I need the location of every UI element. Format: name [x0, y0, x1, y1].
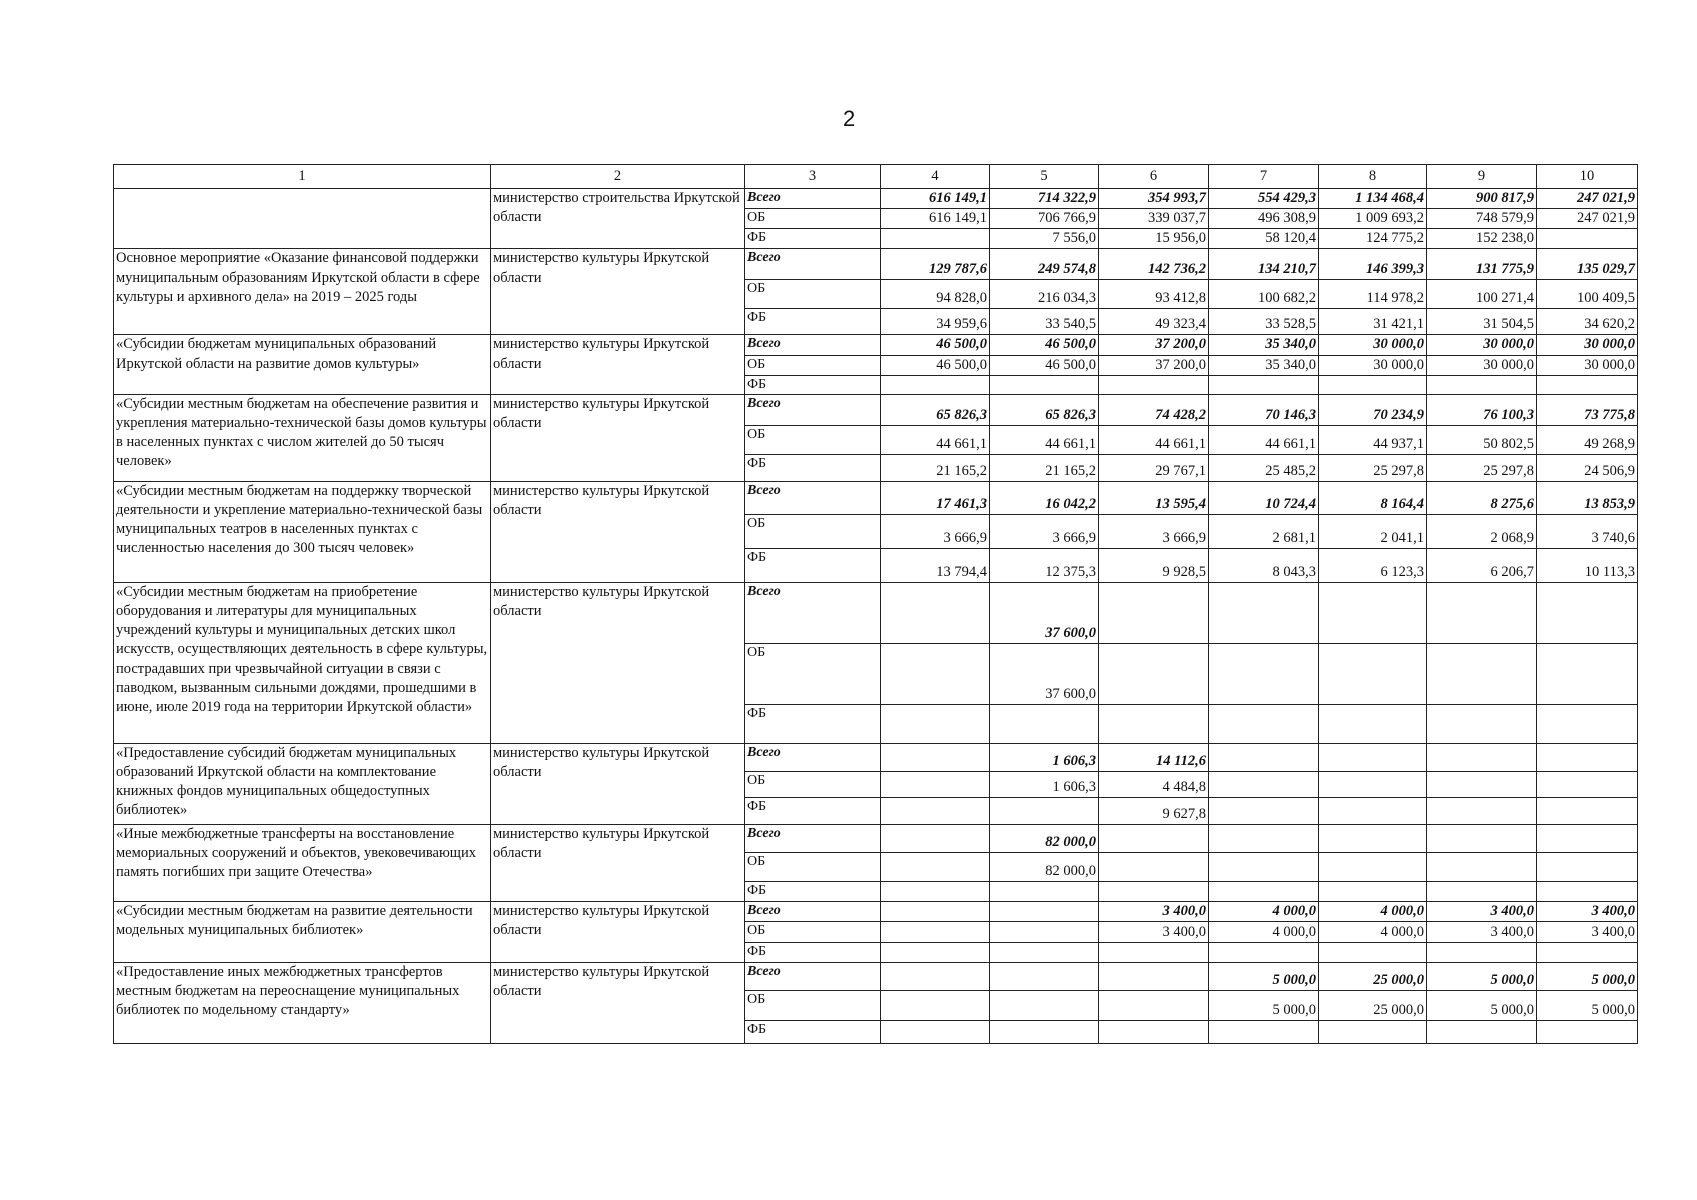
amount-cell	[881, 853, 990, 882]
amount-cell: 4 484,8	[1099, 772, 1209, 798]
amount-cell: 5 000,0	[1537, 991, 1638, 1021]
funding-source-cell: ФБ	[745, 455, 881, 482]
amount-cell: 247 021,9	[1537, 209, 1638, 229]
funding-source-cell: Всего	[745, 825, 881, 853]
amount-cell	[1319, 943, 1427, 963]
amount-cell: 339 037,7	[1099, 209, 1209, 229]
amount-cell: 247 021,9	[1537, 189, 1638, 209]
amount-cell	[1537, 644, 1638, 705]
responsible-executor-cell: министерство строительства Иркутской области	[491, 189, 745, 249]
column-header: 10	[1537, 165, 1638, 189]
measure-name-cell: «Иные межбюджетные трансферты на восстановление мемориальных сооружений и объектов, увековечивающих память погибших при защите Отечества»	[114, 825, 491, 902]
funding-source-cell: ОБ	[745, 515, 881, 549]
table-row	[114, 189, 1638, 209]
amount-cell: 94 828,0	[881, 280, 990, 309]
funding-source-cell: ФБ	[745, 1021, 881, 1044]
amount-cell	[881, 991, 990, 1021]
amount-cell: 33 540,5	[990, 309, 1099, 335]
funding-source-cell: ОБ	[745, 644, 881, 705]
amount-cell: 131 775,9	[1427, 249, 1537, 280]
amount-cell	[1427, 744, 1537, 772]
amount-cell	[1537, 229, 1638, 249]
amount-cell	[1099, 825, 1209, 853]
amount-cell	[881, 902, 990, 922]
amount-cell: 13 794,4	[881, 549, 990, 583]
funding-source-cell: Всего	[745, 902, 881, 922]
amount-cell: 3 400,0	[1537, 922, 1638, 943]
amount-cell	[1427, 882, 1537, 902]
amount-cell	[881, 963, 990, 991]
amount-cell	[1427, 825, 1537, 853]
funding-source-cell: ФБ	[745, 882, 881, 902]
amount-cell: 21 165,2	[990, 455, 1099, 482]
amount-cell: 4 000,0	[1209, 902, 1319, 922]
amount-cell	[881, 705, 990, 744]
amount-cell: 6 206,7	[1427, 549, 1537, 583]
amount-cell: 37 600,0	[990, 583, 1099, 644]
measure-name-cell	[114, 189, 491, 249]
table-row	[114, 335, 1638, 355]
amount-cell	[1537, 744, 1638, 772]
amount-cell: 10 113,3	[1537, 549, 1638, 583]
amount-cell	[1537, 798, 1638, 825]
amount-cell	[881, 375, 990, 394]
amount-cell: 33 528,5	[1209, 309, 1319, 335]
amount-cell: 35 340,0	[1209, 355, 1319, 375]
amount-cell	[881, 772, 990, 798]
amount-cell	[1427, 644, 1537, 705]
responsible-executor-cell: министерство культуры Иркутской области	[491, 825, 745, 902]
amount-cell: 30 000,0	[1537, 355, 1638, 375]
funding-source-cell: ОБ	[745, 209, 881, 229]
amount-cell	[881, 744, 990, 772]
amount-cell	[990, 963, 1099, 991]
amount-cell	[1209, 798, 1319, 825]
amount-cell: 114 978,2	[1319, 280, 1427, 309]
amount-cell: 249 574,8	[990, 249, 1099, 280]
responsible-executor-cell: министерство культуры Иркутской области	[491, 249, 745, 335]
column-header: 4	[881, 165, 990, 189]
funding-source-cell: Всего	[745, 395, 881, 426]
amount-cell	[1209, 1021, 1319, 1044]
amount-cell: 2 068,9	[1427, 515, 1537, 549]
amount-cell: 1 606,3	[990, 772, 1099, 798]
amount-cell: 16 042,2	[990, 482, 1099, 515]
amount-cell: 49 268,9	[1537, 426, 1638, 455]
amount-cell	[1099, 853, 1209, 882]
column-header: 7	[1209, 165, 1319, 189]
amount-cell: 76 100,3	[1427, 395, 1537, 426]
measure-name-cell: «Субсидии бюджетам муниципальных образований Иркутской области на развитие домов культуры»	[114, 335, 491, 395]
amount-cell: 13 595,4	[1099, 482, 1209, 515]
amount-cell: 44 661,1	[881, 426, 990, 455]
amount-cell	[1537, 882, 1638, 902]
amount-cell	[1319, 583, 1427, 644]
amount-cell: 25 297,8	[1427, 455, 1537, 482]
amount-cell: 17 461,3	[881, 482, 990, 515]
amount-cell: 100 682,2	[1209, 280, 1319, 309]
amount-cell	[1537, 772, 1638, 798]
amount-cell	[1319, 853, 1427, 882]
amount-cell: 37 200,0	[1099, 355, 1209, 375]
table-row	[114, 744, 1638, 772]
amount-cell	[1319, 772, 1427, 798]
amount-cell	[881, 798, 990, 825]
funding-source-cell: ОБ	[745, 772, 881, 798]
amount-cell	[1537, 375, 1638, 394]
amount-cell: 900 817,9	[1427, 189, 1537, 209]
funding-source-cell: ОБ	[745, 991, 881, 1021]
amount-cell: 8 043,3	[1209, 549, 1319, 583]
amount-cell: 714 322,9	[990, 189, 1099, 209]
amount-cell	[1209, 853, 1319, 882]
amount-cell: 25 297,8	[1319, 455, 1427, 482]
column-header: 6	[1099, 165, 1209, 189]
amount-cell: 3 400,0	[1537, 902, 1638, 922]
amount-cell	[1319, 798, 1427, 825]
amount-cell: 49 323,4	[1099, 309, 1209, 335]
amount-cell: 50 802,5	[1427, 426, 1537, 455]
amount-cell	[1099, 943, 1209, 963]
amount-cell: 82 000,0	[990, 825, 1099, 853]
amount-cell: 354 993,7	[1099, 189, 1209, 209]
amount-cell	[1427, 772, 1537, 798]
measure-name-cell: «Субсидии местным бюджетам на развитие деятельности модельных муниципальных библиотек»	[114, 902, 491, 963]
amount-cell	[1209, 943, 1319, 963]
amount-cell	[990, 705, 1099, 744]
amount-cell	[1209, 772, 1319, 798]
funding-source-cell: Всего	[745, 482, 881, 515]
amount-cell	[1099, 963, 1209, 991]
amount-cell	[881, 882, 990, 902]
table-row	[114, 249, 1638, 280]
amount-cell: 37 200,0	[1099, 335, 1209, 355]
table-row	[114, 902, 1638, 922]
funding-source-cell: Всего	[745, 963, 881, 991]
amount-cell	[881, 229, 990, 249]
amount-cell: 65 826,3	[990, 395, 1099, 426]
amount-cell	[990, 375, 1099, 394]
amount-cell: 74 428,2	[1099, 395, 1209, 426]
amount-cell: 44 661,1	[990, 426, 1099, 455]
amount-cell: 15 956,0	[1099, 229, 1209, 249]
amount-cell: 7 556,0	[990, 229, 1099, 249]
amount-cell	[1099, 882, 1209, 902]
amount-cell: 5 000,0	[1427, 963, 1537, 991]
measure-name-cell: «Субсидии местным бюджетам на приобретение оборудования и литературы для муниципальных учреждений культуры и муниципальных детских школ искусств, осуществляющих деятельность в сфере культуры, пострадавших при чрезвычайной ситуации в связи с паводком, вызванным сильными дождями, прошедшими в июне, июле 2019 года на территории Иркутской области»	[114, 583, 491, 744]
amount-cell	[1427, 943, 1537, 963]
funding-source-cell: Всего	[745, 189, 881, 209]
amount-cell: 8 164,4	[1319, 482, 1427, 515]
amount-cell: 25 000,0	[1319, 963, 1427, 991]
column-header: 1	[114, 165, 491, 189]
responsible-executor-cell: министерство культуры Иркутской области	[491, 395, 745, 482]
responsible-executor-cell: министерство культуры Иркутской области	[491, 963, 745, 1044]
amount-cell	[1537, 853, 1638, 882]
amount-cell: 100 271,4	[1427, 280, 1537, 309]
amount-cell: 93 412,8	[1099, 280, 1209, 309]
measure-name-cell: «Субсидии местным бюджетам на обеспечение развития и укрепления материально-технической базы домов культуры в населенных пунктах с числом жителей до 50 тысяч человек»	[114, 395, 491, 482]
amount-cell: 1 009 693,2	[1319, 209, 1427, 229]
amount-cell: 46 500,0	[990, 355, 1099, 375]
amount-cell: 3 666,9	[990, 515, 1099, 549]
amount-cell: 3 400,0	[1427, 902, 1537, 922]
amount-cell	[990, 902, 1099, 922]
page-number: 2	[843, 106, 856, 131]
amount-cell: 1 606,3	[990, 744, 1099, 772]
amount-cell: 58 120,4	[1209, 229, 1319, 249]
amount-cell	[1427, 375, 1537, 394]
amount-cell: 44 937,1	[1319, 426, 1427, 455]
amount-cell	[1427, 798, 1537, 825]
amount-cell: 25 000,0	[1319, 991, 1427, 1021]
amount-cell: 21 165,2	[881, 455, 990, 482]
amount-cell	[1427, 705, 1537, 744]
amount-cell: 4 000,0	[1209, 922, 1319, 943]
table-row	[114, 395, 1638, 426]
amount-cell	[1209, 705, 1319, 744]
funding-source-cell: ФБ	[745, 705, 881, 744]
funding-source-cell: Всего	[745, 335, 881, 355]
funding-source-cell: ОБ	[745, 280, 881, 309]
amount-cell: 3 400,0	[1099, 922, 1209, 943]
funding-source-cell: ФБ	[745, 549, 881, 583]
amount-cell: 496 308,9	[1209, 209, 1319, 229]
amount-cell	[990, 882, 1099, 902]
amount-cell: 4 000,0	[1319, 922, 1427, 943]
amount-cell	[1319, 744, 1427, 772]
amount-cell	[1537, 825, 1638, 853]
amount-cell: 135 029,7	[1537, 249, 1638, 280]
responsible-executor-cell: министерство культуры Иркутской области	[491, 902, 745, 963]
amount-cell	[1209, 825, 1319, 853]
amount-cell: 37 600,0	[990, 644, 1099, 705]
amount-cell	[990, 1021, 1099, 1044]
amount-cell: 5 000,0	[1427, 991, 1537, 1021]
amount-cell	[1099, 583, 1209, 644]
amount-cell	[1537, 1021, 1638, 1044]
amount-cell: 30 000,0	[1427, 355, 1537, 375]
amount-cell: 30 000,0	[1537, 335, 1638, 355]
amount-cell	[881, 825, 990, 853]
amount-cell	[1099, 375, 1209, 394]
amount-cell: 124 775,2	[1319, 229, 1427, 249]
measure-name-cell: «Предоставление иных межбюджетных трансфертов местным бюджетам на переоснащение муниципальных библиотек по модельному стандарту»	[114, 963, 491, 1044]
table-row	[114, 583, 1638, 644]
amount-cell: 129 787,6	[881, 249, 990, 280]
funding-source-cell: Всего	[745, 249, 881, 280]
responsible-executor-cell: министерство культуры Иркутской области	[491, 583, 745, 744]
amount-cell	[1427, 853, 1537, 882]
amount-cell	[1099, 1021, 1209, 1044]
amount-cell: 9 928,5	[1099, 549, 1209, 583]
amount-cell	[881, 922, 990, 943]
amount-cell: 146 399,3	[1319, 249, 1427, 280]
funding-source-cell: Всего	[745, 583, 881, 644]
amount-cell: 30 000,0	[1319, 335, 1427, 355]
table-header-row	[114, 165, 1638, 189]
budget-table	[113, 164, 1638, 1044]
amount-cell	[1099, 991, 1209, 1021]
amount-cell: 5 000,0	[1537, 963, 1638, 991]
table-row	[114, 825, 1638, 853]
amount-cell: 30 000,0	[1427, 335, 1537, 355]
amount-cell	[881, 583, 990, 644]
amount-cell	[1427, 1021, 1537, 1044]
amount-cell	[1099, 705, 1209, 744]
column-header: 2	[491, 165, 745, 189]
amount-cell: 2 041,1	[1319, 515, 1427, 549]
amount-cell: 13 853,9	[1537, 482, 1638, 515]
amount-cell	[1209, 744, 1319, 772]
amount-cell	[990, 798, 1099, 825]
measure-name-cell: «Предоставление субсидий бюджетам муниципальных образований Иркутской области на комплектование книжных фондов муниципальных общедоступных библиотек»	[114, 744, 491, 825]
amount-cell: 25 485,2	[1209, 455, 1319, 482]
amount-cell: 24 506,9	[1537, 455, 1638, 482]
amount-cell: 100 409,5	[1537, 280, 1638, 309]
amount-cell: 65 826,3	[881, 395, 990, 426]
measure-name-cell: Основное мероприятие «Оказание финансовой поддержки муниципальным образованиям Иркутской области в сфере культуры и архивного дела» на 2019 – 2025 годы	[114, 249, 491, 335]
amount-cell: 3 400,0	[1427, 922, 1537, 943]
amount-cell: 142 736,2	[1099, 249, 1209, 280]
responsible-executor-cell: министерство культуры Иркутской области	[491, 482, 745, 583]
amount-cell: 3 740,6	[1537, 515, 1638, 549]
column-header: 8	[1319, 165, 1427, 189]
responsible-executor-cell: министерство культуры Иркутской области	[491, 335, 745, 395]
funding-source-cell: ФБ	[745, 375, 881, 394]
funding-source-cell: ФБ	[745, 943, 881, 963]
amount-cell	[881, 644, 990, 705]
responsible-executor-cell: министерство культуры Иркутской области	[491, 744, 745, 825]
amount-cell	[1427, 583, 1537, 644]
amount-cell: 46 500,0	[990, 335, 1099, 355]
amount-cell	[1319, 644, 1427, 705]
amount-cell: 706 766,9	[990, 209, 1099, 229]
amount-cell: 9 627,8	[1099, 798, 1209, 825]
column-header: 3	[745, 165, 881, 189]
amount-cell: 2 681,1	[1209, 515, 1319, 549]
funding-source-cell: ФБ	[745, 798, 881, 825]
amount-cell: 5 000,0	[1209, 991, 1319, 1021]
amount-cell: 44 661,1	[1209, 426, 1319, 455]
amount-cell	[1099, 644, 1209, 705]
amount-cell: 29 767,1	[1099, 455, 1209, 482]
amount-cell: 3 400,0	[1099, 902, 1209, 922]
amount-cell: 34 959,6	[881, 309, 990, 335]
amount-cell	[990, 991, 1099, 1021]
amount-cell: 616 149,1	[881, 189, 990, 209]
amount-cell: 748 579,9	[1427, 209, 1537, 229]
column-header: 5	[990, 165, 1099, 189]
amount-cell	[1319, 375, 1427, 394]
amount-cell: 70 234,9	[1319, 395, 1427, 426]
amount-cell: 31 504,5	[1427, 309, 1537, 335]
amount-cell: 6 123,3	[1319, 549, 1427, 583]
amount-cell	[1537, 705, 1638, 744]
amount-cell	[1537, 583, 1638, 644]
funding-source-cell: ОБ	[745, 853, 881, 882]
amount-cell: 31 421,1	[1319, 309, 1427, 335]
amount-cell: 4 000,0	[1319, 902, 1427, 922]
amount-cell: 35 340,0	[1209, 335, 1319, 355]
amount-cell: 46 500,0	[881, 335, 990, 355]
amount-cell	[990, 943, 1099, 963]
amount-cell: 73 775,8	[1537, 395, 1638, 426]
measure-name-cell: «Субсидии местным бюджетам на поддержку творческой деятельности и укрепление материально-технической базы муниципальных театров в населенных пунктах с численностью населения до 300 тысяч человек»	[114, 482, 491, 583]
amount-cell: 152 238,0	[1427, 229, 1537, 249]
amount-cell: 1 134 468,4	[1319, 189, 1427, 209]
amount-cell: 10 724,4	[1209, 482, 1319, 515]
funding-source-cell: ФБ	[745, 309, 881, 335]
amount-cell: 12 375,3	[990, 549, 1099, 583]
amount-cell	[1319, 825, 1427, 853]
amount-cell	[1209, 644, 1319, 705]
amount-cell	[1319, 705, 1427, 744]
amount-cell: 616 149,1	[881, 209, 990, 229]
table-row	[114, 482, 1638, 515]
table-row	[114, 963, 1638, 991]
amount-cell	[1209, 375, 1319, 394]
funding-source-cell: ОБ	[745, 922, 881, 943]
amount-cell: 134 210,7	[1209, 249, 1319, 280]
amount-cell: 8 275,6	[1427, 482, 1537, 515]
amount-cell: 44 661,1	[1099, 426, 1209, 455]
column-header: 9	[1427, 165, 1537, 189]
amount-cell	[1209, 583, 1319, 644]
amount-cell	[990, 922, 1099, 943]
amount-cell: 5 000,0	[1209, 963, 1319, 991]
amount-cell	[1319, 1021, 1427, 1044]
amount-cell	[881, 1021, 990, 1044]
funding-source-cell: ФБ	[745, 229, 881, 249]
funding-source-cell: ОБ	[745, 426, 881, 455]
amount-cell: 216 034,3	[990, 280, 1099, 309]
amount-cell: 14 112,6	[1099, 744, 1209, 772]
funding-source-cell: Всего	[745, 744, 881, 772]
amount-cell: 30 000,0	[1319, 355, 1427, 375]
amount-cell	[881, 943, 990, 963]
amount-cell: 46 500,0	[881, 355, 990, 375]
amount-cell: 554 429,3	[1209, 189, 1319, 209]
amount-cell	[1319, 882, 1427, 902]
amount-cell: 82 000,0	[990, 853, 1099, 882]
amount-cell: 70 146,3	[1209, 395, 1319, 426]
amount-cell: 3 666,9	[881, 515, 990, 549]
amount-cell: 3 666,9	[1099, 515, 1209, 549]
amount-cell	[1209, 882, 1319, 902]
amount-cell	[1537, 943, 1638, 963]
funding-source-cell: ОБ	[745, 355, 881, 375]
amount-cell: 34 620,2	[1537, 309, 1638, 335]
